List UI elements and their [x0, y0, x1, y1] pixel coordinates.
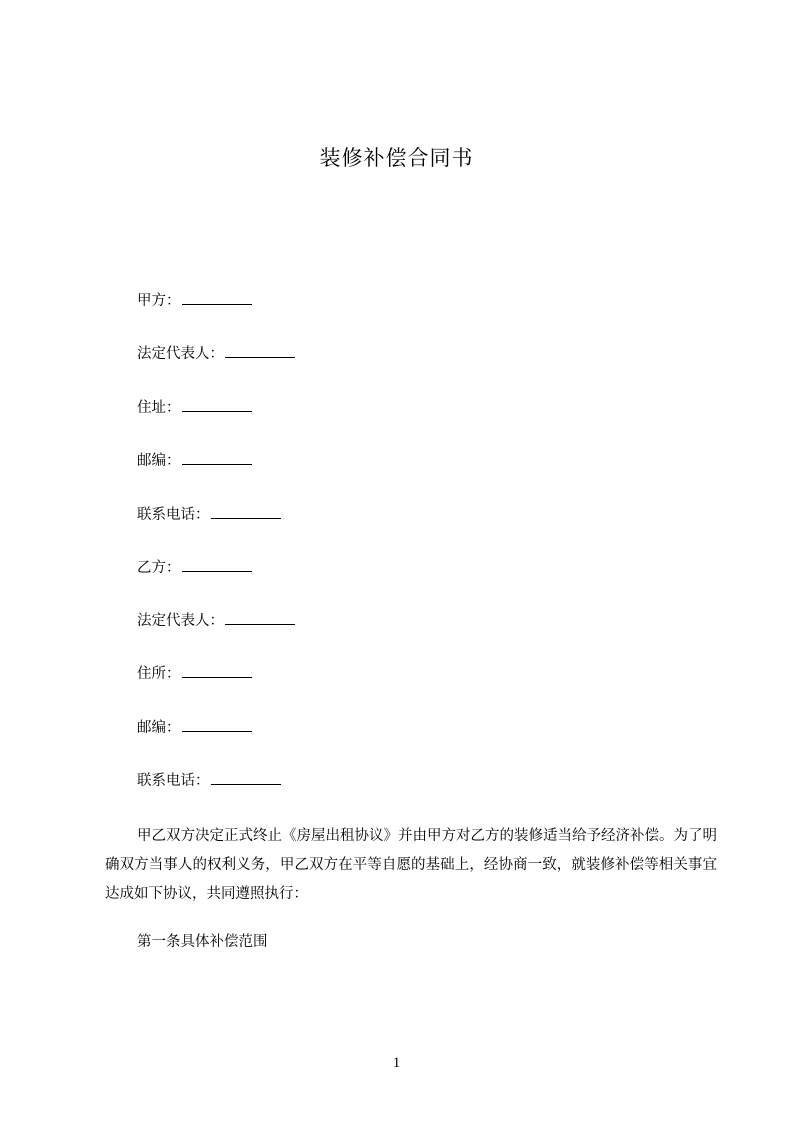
intro-paragraph: 甲乙双方决定正式终止《房屋出租协议》并由甲方对乙方的装修适当给予经济补偿。为了明确双方当事人的权利义务，甲乙双方在平等自愿的基础上，经协商一致，就装修补偿等相关事宜达成如下协议，共同遵照执行：	[105, 828, 717, 902]
party-a-postcode-field	[137, 451, 252, 471]
party-a-address-label: 住址：	[137, 400, 181, 416]
party-a-postcode-label: 邮编：	[137, 453, 181, 469]
party-a-postcode-blank[interactable]	[182, 451, 252, 465]
party-b-postcode-field	[137, 718, 252, 738]
party-b-address-field	[137, 664, 252, 684]
party-b-address-blank[interactable]	[182, 664, 252, 678]
party-b-phone-blank[interactable]	[211, 771, 281, 785]
article-1-heading: 第一条具体补偿范围	[137, 934, 268, 950]
party-b-postcode-label: 邮编：	[137, 720, 181, 736]
party-a-representative-field	[137, 344, 295, 364]
party-b-representative-blank[interactable]	[225, 611, 295, 625]
party-b-blank[interactable]	[182, 558, 252, 572]
document-title: 装修补偿合同书	[319, 146, 474, 170]
party-b-address-label: 住所：	[137, 666, 181, 682]
party-b-representative-field	[137, 611, 295, 631]
party-a-representative-blank[interactable]	[225, 344, 295, 358]
party-a-field	[137, 291, 252, 311]
party-b-postcode-blank[interactable]	[182, 718, 252, 732]
party-a-label: 甲方：	[137, 293, 181, 309]
page-number: 1	[392, 1055, 401, 1071]
party-a-address-blank[interactable]	[182, 398, 252, 412]
party-a-phone-field	[137, 505, 281, 525]
party-b-label: 乙方：	[137, 560, 181, 576]
party-a-blank[interactable]	[182, 291, 252, 305]
party-a-address-field	[137, 398, 252, 418]
party-a-representative-label: 法定代表人：	[137, 346, 224, 362]
party-b-field	[137, 558, 252, 578]
party-b-representative-label: 法定代表人：	[137, 613, 224, 629]
party-b-phone-label: 联系电话：	[137, 773, 210, 789]
party-a-phone-blank[interactable]	[211, 505, 281, 519]
party-b-phone-field	[137, 771, 281, 791]
party-a-phone-label: 联系电话：	[137, 507, 210, 523]
